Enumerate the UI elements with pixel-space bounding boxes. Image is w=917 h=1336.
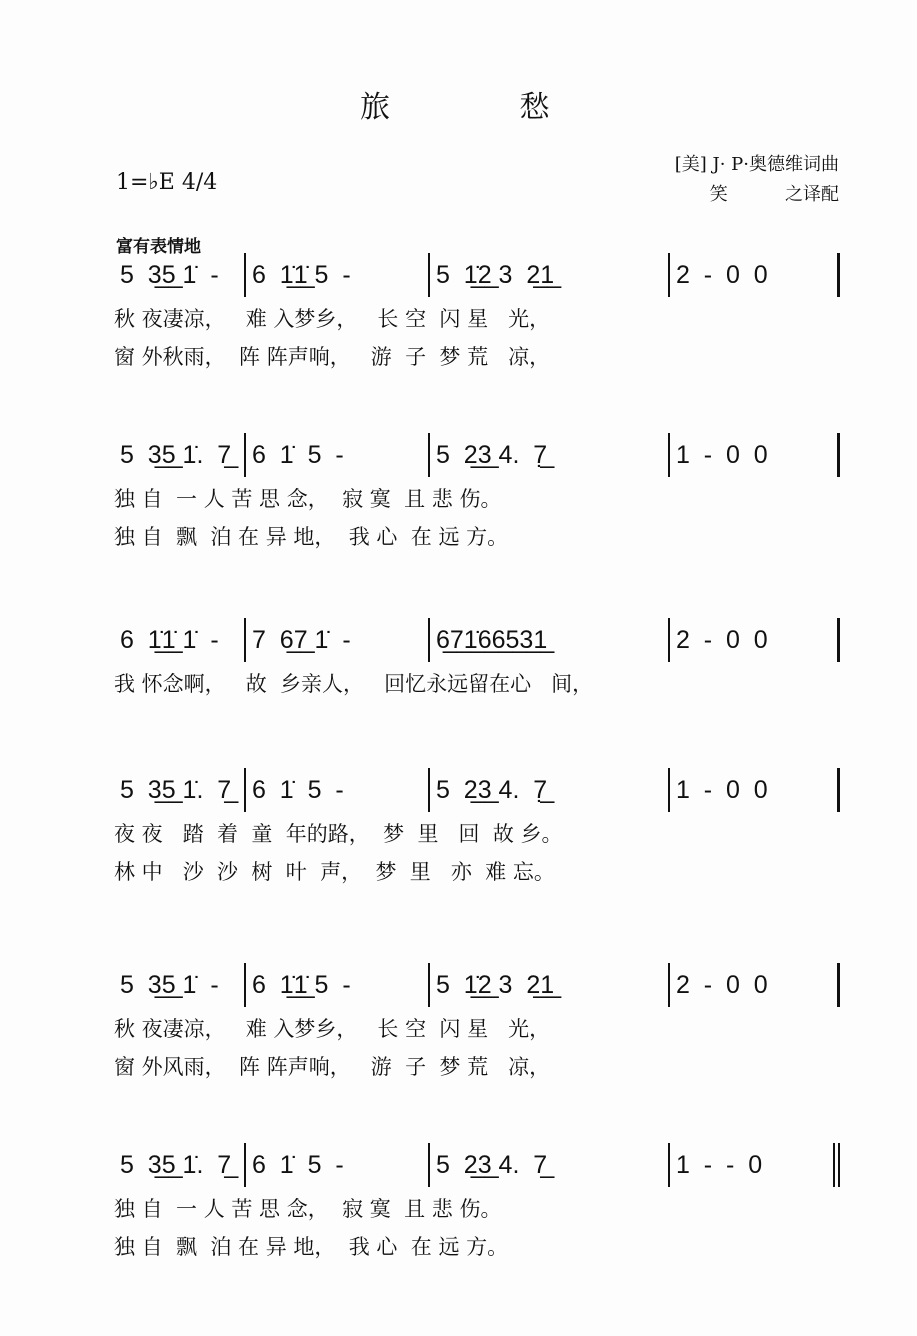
score-system bbox=[114, 620, 844, 698]
lyric-line: 独 自 飘 泊 在 异 地， 我 心 在 远 方。 bbox=[114, 1235, 509, 1259]
score-system bbox=[114, 770, 844, 886]
score-system bbox=[114, 1145, 844, 1261]
measure: 5 1̲̇2̲ 3 2̲1̲ bbox=[430, 253, 670, 297]
measure: 6 1̇ 5 - bbox=[246, 433, 430, 477]
lyric-line: 独 自 一 人 苦 思 念， 寂 寞 且 悲 伤。 bbox=[114, 487, 502, 511]
measure: 2 - 0 0 bbox=[670, 618, 840, 662]
notes-row bbox=[114, 620, 844, 660]
lyric-line: 独 自 飘 泊 在 异 地， 我 心 在 远 方。 bbox=[114, 525, 509, 549]
measure: 5 1̲̇2̲ 3 2̲1̲ bbox=[430, 963, 670, 1007]
measure: 5 3̲5̲ 1̇ - bbox=[114, 963, 246, 1007]
notes-row bbox=[114, 435, 844, 475]
measure: 1 - - 0 bbox=[670, 1143, 840, 1187]
score-system bbox=[114, 255, 844, 371]
translator-credit: 笑 之译配 bbox=[709, 184, 839, 205]
measure: 5 3̲5̲ 1̇. 7̲ bbox=[114, 768, 246, 812]
measure: 5 3̲5̲ 1̇. 7̲ bbox=[114, 1143, 246, 1187]
measure: 6 1̇ 5 - bbox=[246, 1143, 430, 1187]
lyric-line: 独 自 一 人 苦 思 念， 寂 寞 且 悲 伤。 bbox=[114, 1197, 502, 1221]
measure: 2 - 0 0 bbox=[670, 963, 840, 1007]
measure: 2 - 0 0 bbox=[670, 253, 840, 297]
composer-credit: [美] J· P·奥德维词曲 bbox=[674, 154, 839, 175]
tempo-marking: 富有表情地 bbox=[116, 237, 201, 257]
lyric-line: 窗 外秋雨， 阵 阵声响， 游 子 梦 荒 凉， bbox=[114, 345, 551, 369]
measure: 5 3̲5̲ 1̇ - bbox=[114, 253, 246, 297]
measure: 7 6̲7̲ 1̇ - bbox=[246, 618, 430, 662]
lyric-line: 窗 外风雨， 阵 阵声响， 游 子 梦 荒 凉， bbox=[114, 1055, 551, 1079]
key-signature: 1=♭E 4/4 bbox=[116, 170, 218, 195]
measure: 6 1̲̇1̲̇ 1̇ - bbox=[114, 618, 246, 662]
notes-row bbox=[114, 965, 844, 1005]
lyric-line: 林 中 沙 沙 树 叶 声， 梦 里 亦 难 忘。 bbox=[114, 860, 555, 884]
lyric-line: 秋 夜凄凉， 难 入梦乡， 长 空 闪 星 光， bbox=[114, 1017, 551, 1041]
notes-row bbox=[114, 1145, 844, 1185]
measure: 5 3̲5̲ 1̇. 7̲ bbox=[114, 433, 246, 477]
measure: 1 - 0 0 bbox=[670, 433, 840, 477]
score-system bbox=[114, 965, 844, 1081]
measure: 6 1̲̇1̲̇ 5 - bbox=[246, 963, 430, 1007]
notes-row bbox=[114, 255, 844, 295]
measure: 6 1̇ 5 - bbox=[246, 768, 430, 812]
score-system bbox=[114, 435, 844, 551]
lyric-line: 秋 夜凄凉， 难 入梦乡， 长 空 闪 星 光， bbox=[114, 307, 551, 331]
measure: 5 2̲3̲ 4. 7̲ bbox=[430, 1143, 670, 1187]
measure: 6 1̲̇1̲̇ 5 - bbox=[246, 253, 430, 297]
measure: 5 2̲3̲ 4. 7̲̣ bbox=[430, 768, 670, 812]
lyric-line: 夜 夜 踏 着 童 年的路， 梦 里 回 故 乡。 bbox=[114, 822, 563, 846]
measure: 6̲7̲1̲̇6̲6̲5̲3̲1̲ bbox=[430, 618, 670, 662]
measure: 5 2̲3̲ 4. 7̲̣ bbox=[430, 433, 670, 477]
notes-row bbox=[114, 770, 844, 810]
measure: 1 - 0 0 bbox=[670, 768, 840, 812]
lyric-line: 我 怀念啊， 故 乡亲人， 回忆永远留在心 间， bbox=[114, 672, 594, 696]
song-title: 旅 愁 bbox=[360, 90, 610, 125]
